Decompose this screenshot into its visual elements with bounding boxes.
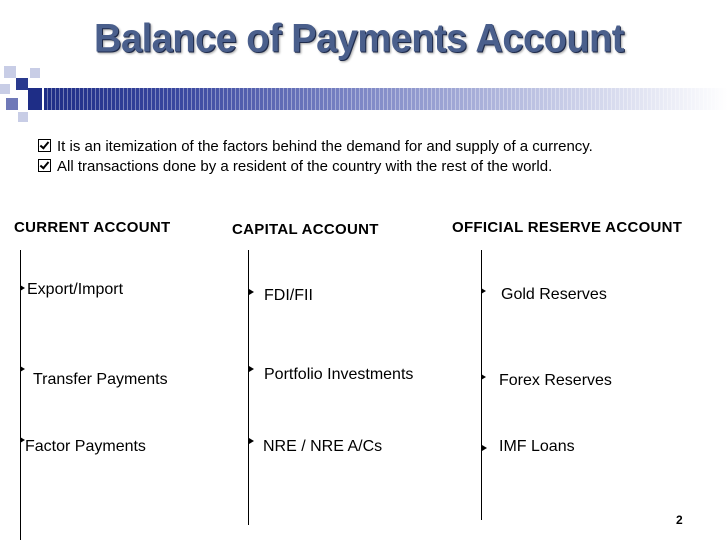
current-account-item: Transfer Payments <box>33 371 168 388</box>
official-reserve-account-heading: OFFICIAL RESERVE ACCOUNT <box>452 219 683 236</box>
bullet-line-1 <box>38 138 593 155</box>
bullet-arrow-icon <box>249 366 254 372</box>
bullet-text: All transactions done by a resident of the country with the rest of the world. <box>57 158 553 175</box>
current-account-item: Factor Payments <box>25 438 146 455</box>
slide-title: Balance of Payments Account <box>94 16 624 61</box>
header-bar-stripes <box>44 88 728 110</box>
checkbox-icon <box>38 159 51 172</box>
bullet-arrow-icon <box>249 438 254 444</box>
capital-account-item: Portfolio Investments <box>264 366 414 383</box>
official-reserve-item: Forex Reserves <box>499 372 612 389</box>
bullet-arrow-icon <box>20 366 25 372</box>
bullet-arrow-icon <box>249 289 254 295</box>
checkbox-icon <box>38 139 51 152</box>
current-account-item: Export/Import <box>27 281 124 298</box>
bullet-line-2 <box>38 158 552 175</box>
bullet-arrow-icon <box>482 445 487 451</box>
current-account-heading: CURRENT ACCOUNT <box>14 219 171 236</box>
capital-account-item: NRE / NRE A/Cs <box>263 438 383 455</box>
official-reserve-item: Gold Reserves <box>501 286 607 303</box>
page-number: 2 <box>676 513 683 527</box>
capital-account-heading: CAPITAL ACCOUNT <box>232 221 379 238</box>
capital-account-item: FDI/FII <box>264 287 313 304</box>
bullet-arrow-icon <box>481 374 486 380</box>
bullet-text: It is an itemization of the factors behind the demand for and supply of a currency. <box>57 138 593 155</box>
official-reserve-item: IMF Loans <box>499 438 575 455</box>
current-account-divider <box>20 250 21 540</box>
bullet-arrow-icon <box>481 288 486 294</box>
bullet-arrow-icon <box>20 285 25 291</box>
